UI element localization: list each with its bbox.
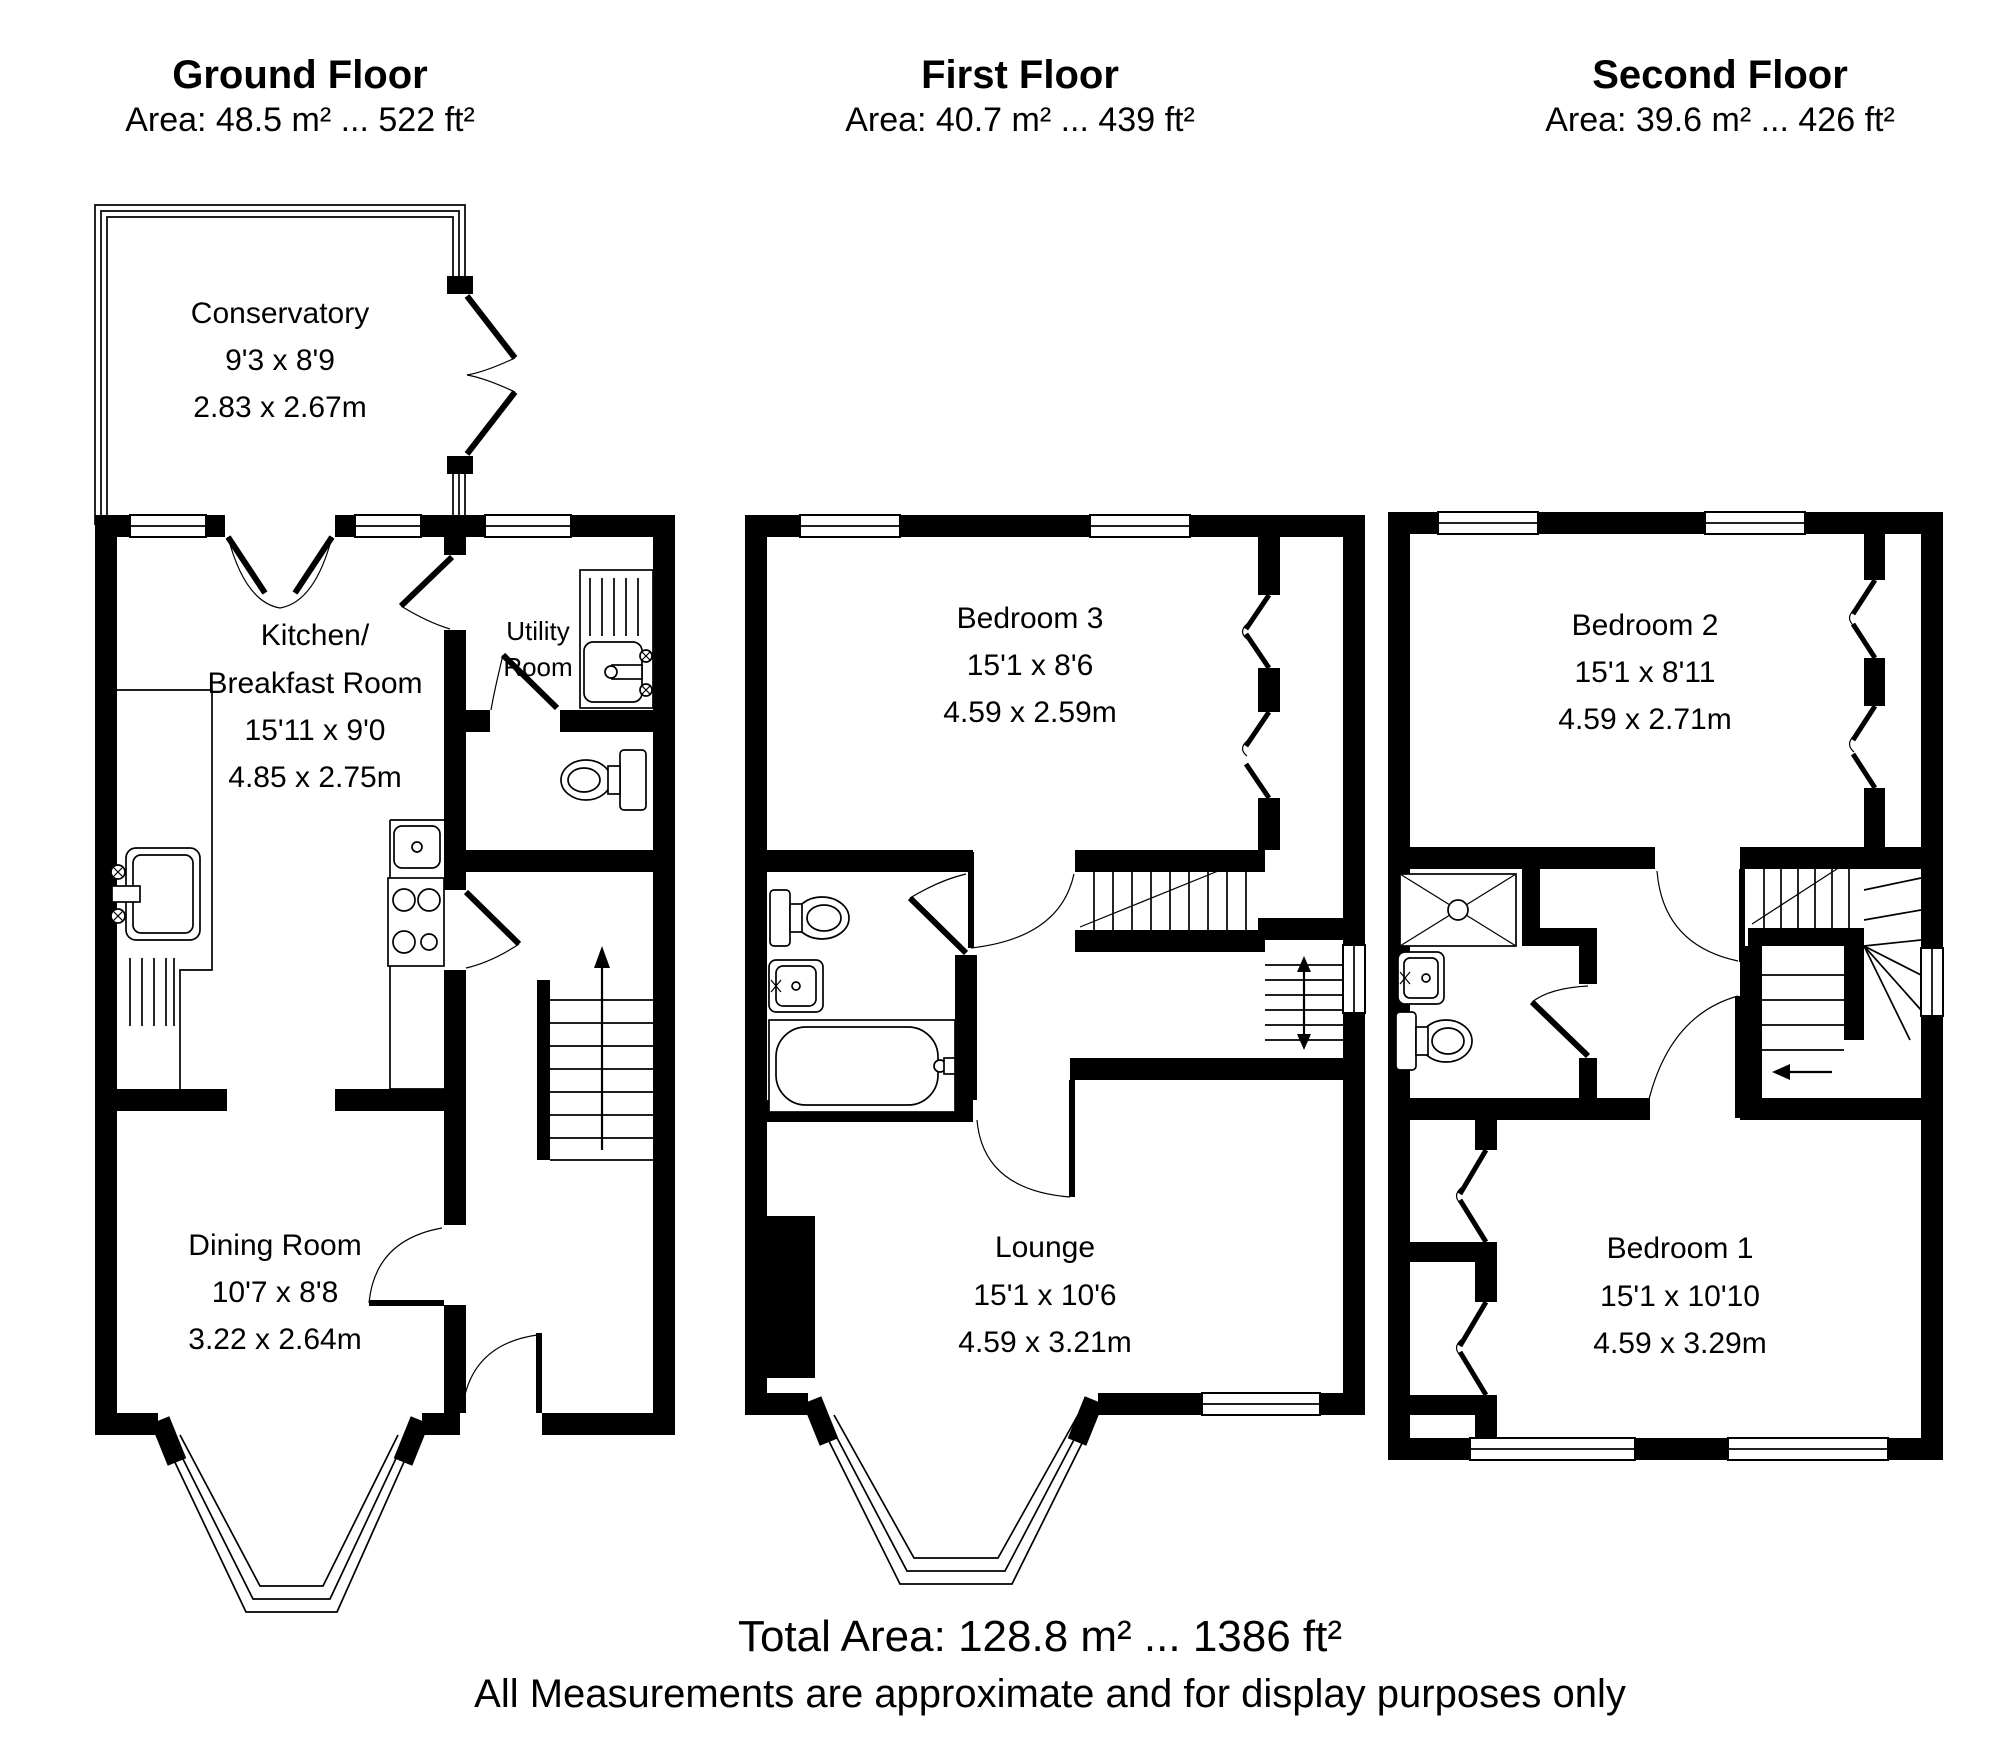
utility-window-icon <box>485 515 571 537</box>
room-label-kitchen-line2: Breakfast Room <box>207 667 423 700</box>
bedroom3-window1-icon <box>800 515 900 537</box>
room-label-utility-line2: Room <box>503 652 573 682</box>
bedroom3-window2-icon <box>1090 515 1190 537</box>
second-landing-window-icon <box>1921 948 1943 1016</box>
room-label-bedroom3-metric: 4.59 x 2.59m <box>943 696 1117 729</box>
room-label-lounge-imperial: 15'1 x 10'6 <box>973 1279 1117 1312</box>
bathroom-door-icon <box>910 874 966 953</box>
kitchen-window-icon <box>130 515 206 537</box>
bedroom1-window2-icon <box>1728 1438 1888 1460</box>
disclaimer-text: All Measurements are approximate and for display purposes only <box>474 1672 1626 1716</box>
room-label-dining-name: Dining Room <box>188 1229 362 1262</box>
room-label-utility-line1: Utility <box>506 616 570 646</box>
bedroom1-door-icon <box>1646 996 1738 1118</box>
room-label-bedroom2-name: Bedroom 2 <box>1571 609 1719 642</box>
shower-basin-icon <box>1398 952 1444 1004</box>
ground-floor-header <box>0 52 600 142</box>
bedroom2-window2-icon <box>1705 512 1805 534</box>
lounge-bay-window-icon <box>808 1393 1098 1584</box>
shower-icon <box>1400 874 1516 946</box>
room-label-conservatory-imperial: 9'3 x 8'9 <box>225 344 335 377</box>
ground-floor-title: Ground Floor <box>172 53 428 97</box>
room-label-bedroom2-metric: 4.59 x 2.71m <box>1558 703 1732 736</box>
room-label-dining-metric: 3.22 x 2.64m <box>188 1323 362 1356</box>
room-label-bedroom3-imperial: 15'1 x 8'6 <box>966 649 1094 682</box>
lounge-door-icon <box>977 1080 1072 1197</box>
kitchen-window2-icon <box>355 515 421 537</box>
toilet-icon <box>770 890 849 946</box>
utility-sink-icon <box>580 570 653 708</box>
dining-bay-window-icon <box>158 1413 422 1612</box>
showerroom-door-icon <box>1532 986 1588 1056</box>
room-label-lounge-metric: 4.59 x 3.21m <box>958 1326 1132 1359</box>
room-label-kitchen-metric: 4.85 x 2.75m <box>228 761 402 794</box>
dining-door-icon <box>369 1228 444 1303</box>
bedroom2-window1-icon <box>1438 512 1538 534</box>
room-label-bedroom1-imperial: 15'1 x 10'10 <box>1600 1280 1760 1313</box>
second-floor-header <box>1420 52 2000 142</box>
first-floor-area: Area: 40.7 m² ... 439 ft² <box>845 101 1195 139</box>
room-label-kitchen-line1: Kitchen/ <box>260 619 370 652</box>
second-floor-plan <box>1380 500 1980 1500</box>
bedroom1-window1-icon <box>1470 1438 1635 1460</box>
room-label-lounge-name: Lounge <box>994 1231 1096 1264</box>
second-floor-area: Area: 39.6 m² ... 426 ft² <box>1545 101 1895 139</box>
kitchen-basin-icon <box>394 826 440 868</box>
second-floor-title: Second Floor <box>1592 53 1848 97</box>
utility-door-icon <box>401 557 452 629</box>
room-label-bedroom2-imperial: 15'1 x 8'11 <box>1574 656 1716 689</box>
first-floor-header <box>720 52 1320 142</box>
front-door-icon <box>460 1333 542 1435</box>
total-area-text: Total Area: 128.8 m² ... 1386 ft² <box>737 1612 1343 1661</box>
ground-stairs <box>537 946 653 1160</box>
room-label-conservatory-name: Conservatory <box>190 297 370 330</box>
basin-icon <box>769 960 823 1012</box>
ground-floor-area: Area: 48.5 m² ... 522 ft² <box>125 101 475 139</box>
stove-icon <box>388 878 444 966</box>
landing-window-icon <box>1343 945 1365 1013</box>
room-label-conservatory-metric: 2.83 x 2.67m <box>193 391 367 424</box>
conservatory-french-doors-icon <box>467 296 515 454</box>
kitchen-sink-icon <box>111 848 200 1026</box>
room-label-bedroom1-name: Bedroom 1 <box>1606 1232 1754 1265</box>
bedroom3-door-icon <box>971 852 1074 948</box>
wc-toilet-icon <box>561 750 646 810</box>
hall-door-icon <box>466 892 519 968</box>
shower-toilet-icon <box>1396 1012 1472 1070</box>
room-label-bedroom1-metric: 4.59 x 3.29m <box>1593 1327 1767 1360</box>
first-floor-title: First Floor <box>921 53 1119 97</box>
room-label-bedroom3-name: Bedroom 3 <box>956 602 1104 635</box>
room-label-dining-imperial: 10'7 x 8'8 <box>211 1276 339 1309</box>
lounge-window-icon <box>1202 1393 1320 1415</box>
ground-floor-plan <box>60 150 700 1660</box>
conservatory-door-icon <box>225 515 335 608</box>
bath-icon <box>769 1020 955 1112</box>
second-stairs <box>1752 850 1921 1080</box>
room-label-kitchen-imperial: 15'11 x 9'0 <box>244 714 386 747</box>
first-floor-plan <box>740 500 1380 1620</box>
bedroom2-door-icon <box>1657 869 1742 962</box>
